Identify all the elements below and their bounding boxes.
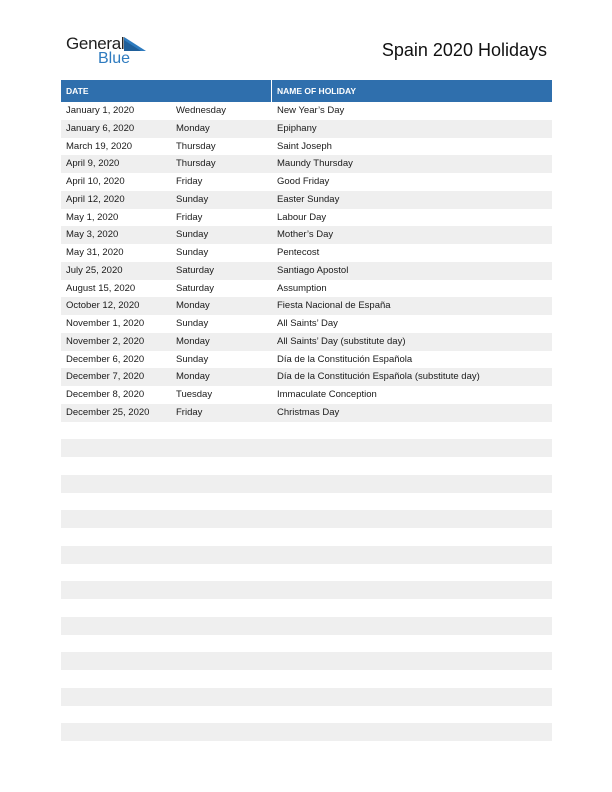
holiday-date: December 7, 2020 [66,371,145,383]
holiday-weekday: Monday [176,300,210,312]
holiday-weekday: Sunday [176,353,209,365]
table-row [61,138,552,156]
table-row [61,546,552,564]
table-row [61,244,552,262]
table-row [61,457,552,475]
holiday-weekday: Saturday [176,282,215,294]
holiday-name: Pentecost [277,247,320,258]
holiday-date: May 31, 2020 [66,247,124,258]
holiday-name: New Year’s Day [277,105,345,116]
table-row [61,333,552,351]
logo-blue-text: Blue [98,50,131,67]
holiday-date: August 15, 2020 [66,282,136,294]
holiday-weekday: Monday [176,122,210,134]
holiday-weekday: Friday [176,406,203,418]
table-row [61,191,552,209]
table-row [61,404,552,422]
header-date: DATE [66,86,89,96]
page-title: Spain 2020 Holidays [381,40,547,60]
table-row [61,226,552,244]
holiday-weekday: Friday [176,211,203,223]
header-holiday-name: NAME OF HOLIDAY [277,86,357,96]
holiday-weekday: Wednesday [176,105,226,116]
holiday-name: Maundy Thursday [277,158,353,170]
holiday-date: November 2, 2020 [66,335,145,347]
holiday-weekday: Thursday [176,140,216,152]
table-row [61,351,552,369]
holidays-table [61,80,552,741]
holiday-name: Fiesta Nacional de España [277,300,391,312]
table-row [61,617,552,635]
table-row [61,102,552,120]
table-row [61,439,552,457]
table-row [61,581,552,599]
holiday-name: Assumption [277,282,327,294]
table-row [61,528,552,546]
holiday-weekday: Sunday [176,229,209,241]
holiday-name: Christmas Day [277,406,340,418]
holiday-date: December 8, 2020 [66,389,145,400]
holiday-date: April 12, 2020 [66,193,125,205]
table-row [61,635,552,653]
holiday-weekday: Monday [176,371,210,383]
table-row [61,564,552,582]
holiday-name: All Saints’ Day [277,318,338,329]
holiday-date: May 1, 2020 [66,211,119,223]
holiday-date: March 19, 2020 [66,140,133,152]
holiday-name: Día de la Constitución Española (substitute day) [277,371,480,383]
holiday-weekday: Sunday [176,193,209,205]
holiday-date: January 1, 2020 [66,105,135,116]
holiday-weekday: Saturday [176,264,215,276]
table-row [61,209,552,227]
table-row [61,280,552,298]
holiday-date: December 25, 2020 [66,406,150,418]
holiday-weekday: Sunday [176,318,209,329]
table-row [61,688,552,706]
holiday-weekday: Thursday [176,158,216,170]
holiday-date: January 6, 2020 [66,122,135,134]
table-row [61,173,552,191]
table-row [61,386,552,404]
table-row [61,262,552,280]
holiday-weekday: Friday [176,176,203,187]
table-row [61,475,552,493]
table-row [61,706,552,724]
holiday-date: July 25, 2020 [66,264,123,276]
holiday-name: Mother’s Day [277,229,334,241]
holiday-date: April 10, 2020 [66,176,125,187]
holiday-date: October 12, 2020 [66,300,140,312]
holiday-weekday: Monday [176,335,210,347]
table-row [61,422,552,440]
table-row [61,723,552,741]
holiday-name: Labour Day [277,211,327,223]
table-row [61,652,552,670]
table-row [61,493,552,511]
table-body [61,102,552,741]
holiday-name: Immaculate Conception [277,389,377,400]
table-row [61,297,552,315]
holiday-date: April 9, 2020 [66,158,120,170]
holiday-name: All Saints’ Day (substitute day) [277,335,406,347]
table-row [61,599,552,617]
holiday-name: Día de la Constitución Española [277,353,413,365]
holiday-weekday: Tuesday [176,389,213,400]
table-row [61,510,552,528]
table-row [61,315,552,333]
table-header [61,80,552,102]
holiday-date: December 6, 2020 [66,353,145,365]
table-row [61,670,552,688]
holiday-name: Saint Joseph [277,140,332,152]
holiday-date: May 3, 2020 [66,229,119,241]
logo-triangle-icon [124,37,146,51]
table-row [61,120,552,138]
holiday-name: Good Friday [277,176,330,187]
brand-logo [66,34,156,70]
holiday-name: Epiphany [277,122,317,134]
table-row [61,155,552,173]
holiday-date: November 1, 2020 [66,318,145,329]
holiday-name: Santiago Apostol [277,264,349,276]
holiday-weekday: Sunday [176,247,209,258]
holiday-name: Easter Sunday [277,193,340,205]
logo-general-text: General [66,34,125,53]
table-row [61,368,552,386]
header-divider [271,80,272,102]
